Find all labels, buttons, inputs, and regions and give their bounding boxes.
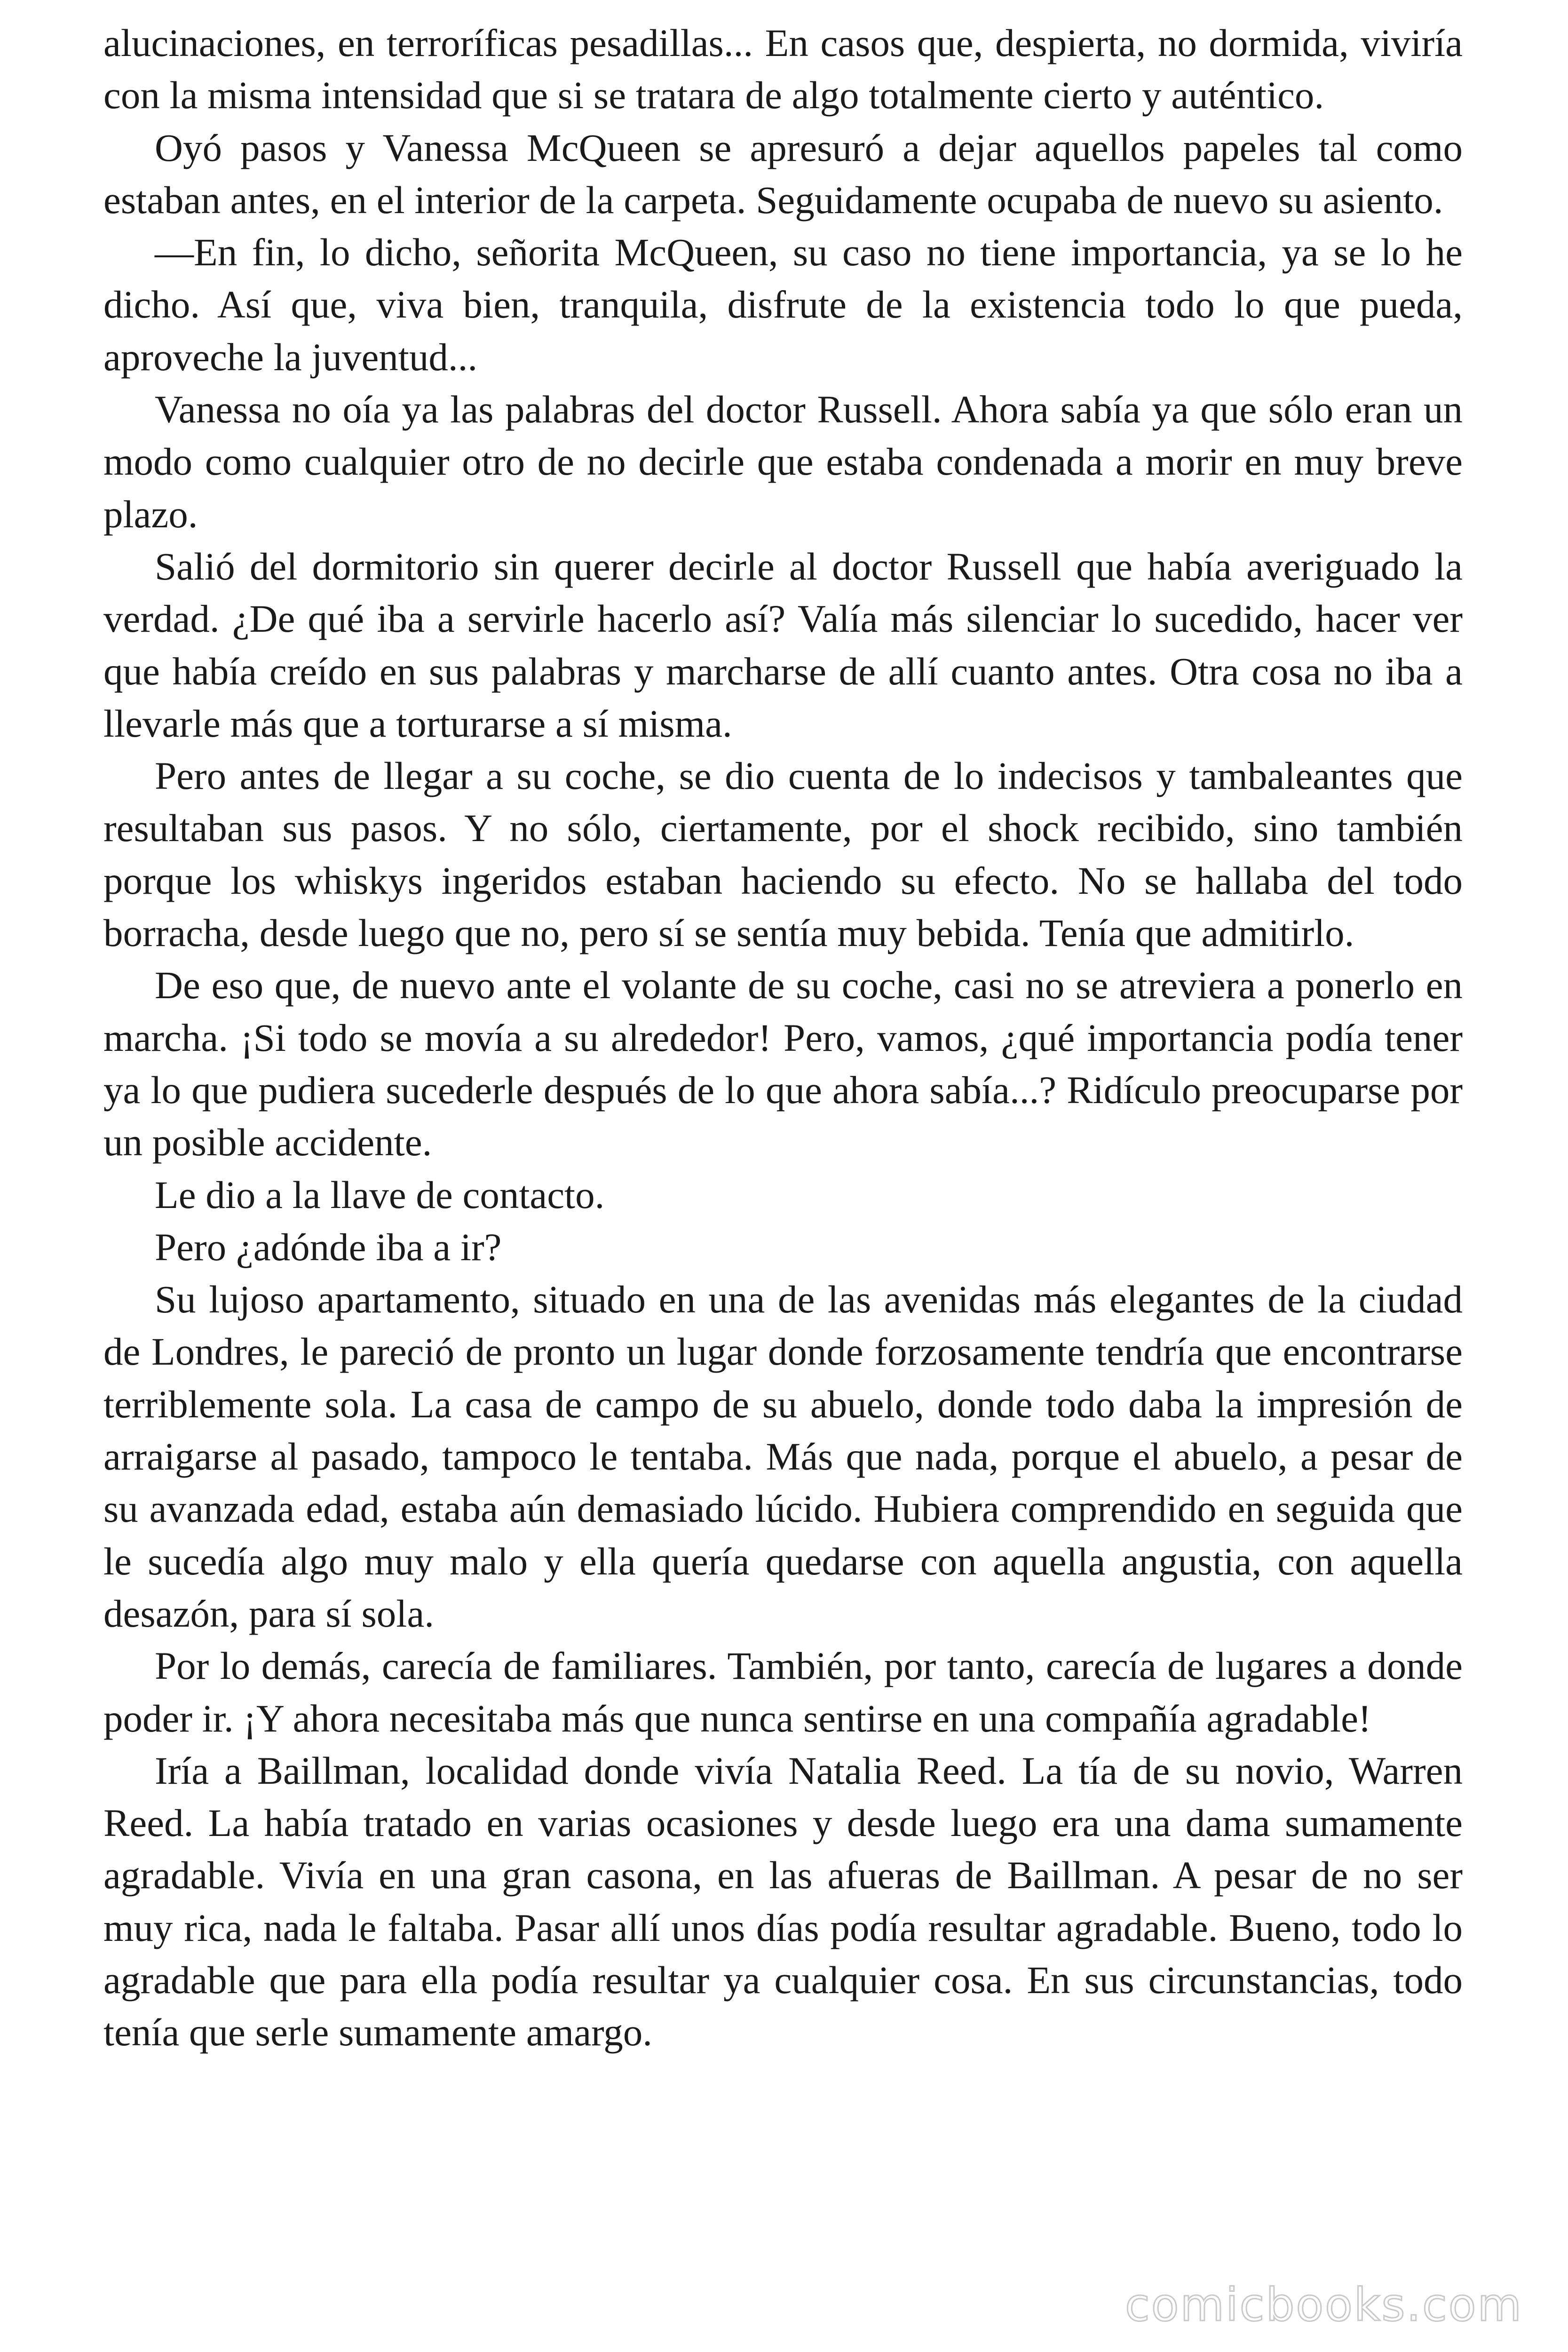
watermark: comicbooks.com	[1125, 2279, 1523, 2331]
page-body	[103, 17, 1463, 2059]
paragraph: Vanessa no oía ya las palabras del doctor Russell. Ahora sabía ya que sólo eran un modo como cualquier otro de no decirle que estaba condenada a morir en muy breve plazo.	[103, 388, 1463, 536]
paragraph: Salió del dormitorio sin querer decirle al doctor Russell que había averiguado la verdad. ¿De qué iba a servirle hacerlo así? Valía más silenciar lo sucedido, hacer ver que había creído en sus palabras y marcharse de allí cuanto antes. Otra cosa no iba a llevarle más que a torturarse a sí misma.	[103, 544, 1463, 745]
paragraph: alucinaciones, en terroríficas pesadillas... En casos que, despierta, no dormida, viviría con la misma intensidad que si se tratara de algo totalmente cierto y auténtico.	[103, 21, 1463, 117]
paragraph: Pero ¿adónde iba a ir?	[155, 1225, 502, 1269]
paragraph: Su lujoso apartamento, situado en una de las avenidas más elegantes de la ciudad de Londres, le pareció de pronto un lugar donde forzosamente tendría que encontrarse terriblemente sola. La casa de campo de su abuelo, donde todo daba la impresión de arraigarse al pasado, tampoco le tentaba. Más que nada, porque el abuelo, a pesar de su avanzada edad, estaba aún demasiado lúcido. Hubiera comprendido en seguida que le sucedía algo muy malo y ella quería quedarse con aquella angustia, con aquella desazón, para sí sola.	[103, 1278, 1463, 1635]
paragraph: Pero antes de llegar a su coche, se dio cuenta de lo indecisos y tambaleantes que resultaban sus pasos. Y no sólo, ciertamente, por el shock recibido, sino también porque los whiskys ingeridos estaban haciendo su efecto. No se hallaba del todo borracha, desde luego que no, pero sí se sentía muy bebida. Tenía que admitirlo.	[103, 754, 1463, 955]
paragraph: Iría a Baillman, localidad donde vivía Natalia Reed. La tía de su novio, Warren Reed. La había tratado en varias ocasiones y desde luego era una dama sumamente agradable. Vivía en una gran casona, en las afueras de Baillman. A pesar de no ser muy rica, nada le faltaba. Pasar allí unos días podía resultar agradable. Bueno, todo lo agradable que para ella podía resultar ya cualquier cosa. En sus circunstancias, todo tenía que serle sumamente amargo.	[103, 1748, 1463, 2054]
paragraph: Oyó pasos y Vanessa McQueen se apresuró a dejar aquellos papeles tal como estaban antes, en el interior de la carpeta. Seguidamente ocupaba de nuevo su asiento.	[103, 126, 1463, 222]
paragraph: Por lo demás, carecía de familiares. También, por tanto, carecía de lugares a donde poder ir. ¡Y ahora necesitaba más que nunca sentirse en una compañía agradable!	[103, 1644, 1463, 1740]
paragraph: De eso que, de nuevo ante el volante de su coche, casi no se atreviera a ponerlo en marcha. ¡Si todo se movía a su alrededor! Pero, vamos, ¿qué importancia podía tener ya lo que pudiera sucederle después de lo que ahora sabía...? Ridículo preocuparse por un posible accidente.	[103, 963, 1463, 1164]
paragraph: —En fin, lo dicho, señorita McQueen, su caso no tiene importancia, ya se lo he dicho. Así que, viva bien, tranquila, disfrute de la existencia todo lo que pueda, aproveche la juventud...	[103, 230, 1463, 379]
paragraph: Le dio a la llave de contacto.	[155, 1173, 605, 1216]
